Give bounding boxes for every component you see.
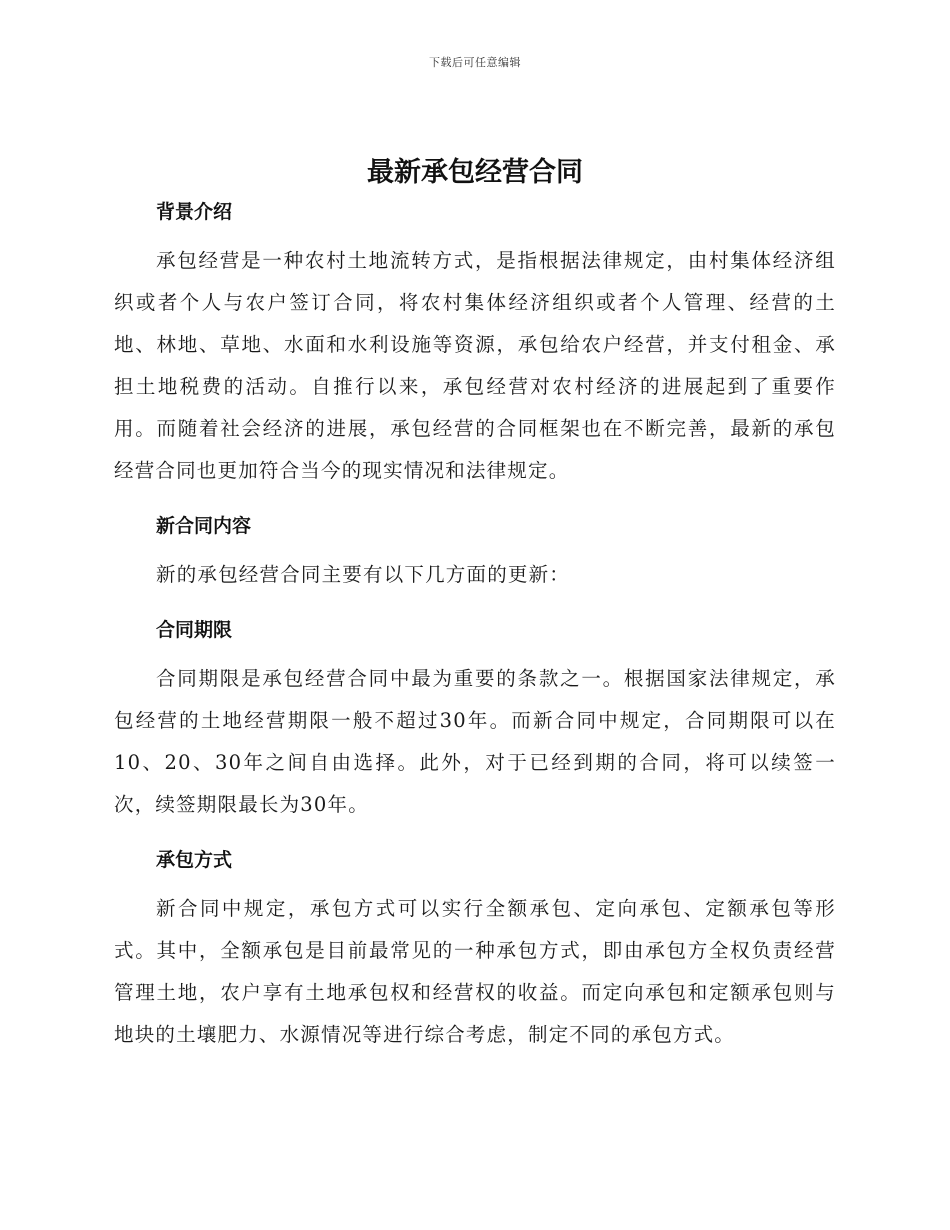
document-body [114, 198, 836, 1056]
section-heading-term: 合同期限 [156, 619, 233, 641]
page-header-note: 下载后可任意编辑 [429, 56, 521, 69]
section-heading-background: 背景介绍 [156, 201, 233, 223]
paragraph-new-contract: 新的承包经营合同主要有以下几方面的更新： [156, 563, 571, 586]
paragraph-method: 新合同中规定，承包方式可以实行全额承包、定向承包、定额承包等形式。其中，全额承包是目前最常见的一种承包方式，即由承包方全权负责经营管理土地，农户享有土地承包权和经营权的收益。而定向承包和定额承包则与地块的土壤肥力、水源情况等进行综合考虑，制定不同的承包方式。 [114, 897, 836, 1046]
section-heading-new-contract: 新合同内容 [156, 515, 252, 537]
paragraph-term: 合同期限是承包经营合同中最为重要的条款之一。根据国家法律规定，承包经营的土地经营期限一般不超过30年。而新合同中规定，合同期限可以在10、20、30年之间自由选择。此外，对于已经到期的合同，将可以续签一次，续签期限最长为30年。 [114, 667, 836, 816]
paragraph-background: 承包经营是一种农村土地流转方式，是指根据法律规定，由村集体经济组织或者个人与农户签订合同，将农村集体经济组织或者个人管理、经营的土地、林地、草地、水面和水利设施等资源，承包给农户经营，并支付租金、承担土地税费的活动。自推行以来，承包经营对农村经济的进展起到了重要作用。而随着社会经济的进展，承包经营的合同框架也在不断完善，最新的承包经营合同也更加符合当今的现实情况和法律规定。 [114, 249, 836, 482]
section-heading-method: 承包方式 [156, 849, 233, 871]
document-title: 最新承包经营合同 [367, 157, 583, 188]
